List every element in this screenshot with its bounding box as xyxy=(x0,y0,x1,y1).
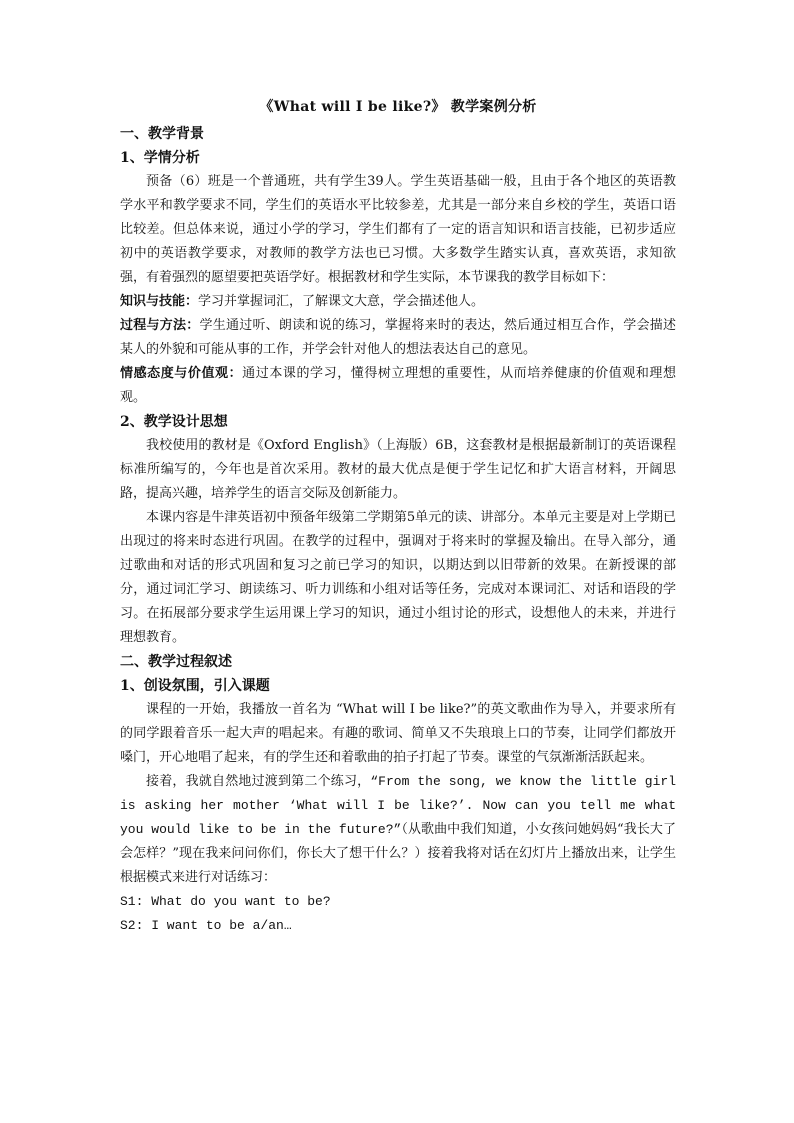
subheading-design-idea: 2、教学设计思想 xyxy=(120,414,228,430)
goal-knowledge-label: 知识与技能： xyxy=(120,294,199,309)
section-heading-process: 二、教学过程叙述 xyxy=(120,654,232,670)
goal-emotion-text: 通过本课的学习，懂得树立理想的重要性，从而培养健康的价值观和理想观。 xyxy=(120,366,676,405)
goal-knowledge xyxy=(120,290,676,314)
dialog-line-2: S2: I want to be a/an… xyxy=(120,918,292,933)
section-heading-background: 一、教学背景 xyxy=(120,126,204,142)
goal-knowledge-text: 学习并掌握词汇，了解课文大意，学会描述他人。 xyxy=(198,294,485,309)
dialog-line-1: S1: What do you want to be? xyxy=(120,894,331,909)
atmosphere-english-quote: 接着，我就自然地过渡到第二个练习，“From the song, we know the little girl is asking her mother ‘What will I be like?’. Now can you tell me what you would like to be in the future?” xyxy=(120,774,676,837)
goal-emotion-label: 情感态度与价值观： xyxy=(120,366,243,381)
design-paragraph-1: 我校使用的教材是《Oxford English》（上海版）6B，这套教材是根据最新制订的英语课程标准所编写的，今年也是首次采用。教材的最大优点是便于学生记忆和扩大语言材料，开阔思路，提高兴趣，培养学生的语言交际及创新能力。 xyxy=(120,438,676,501)
student-analysis-paragraph: 预备（6）班是一个普通班，共有学生39人。学生英语基础一般，且由于各个地区的英语教学水平和教学要求不同，学生们的英语水平比较参差，尤其是一部分来自乡校的学生，英语口语比较差。但总体来说，通过小学的学习，学生们都有了一定的语言知识和语言技能，已初步适应初中的英语教学要求，对教师的教学方法也已习惯。大多数学生踏实认真，喜欢英语，求知欲强，有着强烈的愿望要把英语学好。根据教材和学生实际，本节课我的教学目标如下： xyxy=(120,174,676,285)
atmosphere-paragraph-1: 课程的一开始，我播放一首名为 “What will I be like?”的英文歌曲作为导入，并要求所有的同学跟着音乐一起大声的唱起来。有趣的歌词、简单又不失琅琅上口的节奏，让同学们都放开嗓门，开心地唱了起来，有的学生还和着歌曲的拍子打起了节奏。课堂的气氛渐渐活跃起来。 xyxy=(120,702,676,765)
atmosphere-paragraph-2 xyxy=(120,770,676,890)
subheading-student-analysis: 1、学情分析 xyxy=(120,150,200,166)
subheading-atmosphere: 1、创设氛围，引入课题 xyxy=(120,678,270,694)
goal-process-text: 学生通过听、朗读和说的练习，掌握将来时的表达，然后通过相互合作，学会描述某人的外貌和可能从事的工作，并学会针对他人的想法表达自己的意见。 xyxy=(120,318,676,357)
design-paragraph-2: 本课内容是牛津英语初中预备年级第二学期第5单元的读、讲部分。本单元主要是对上学期已出现过的将来时态进行巩固。在教学的过程中，强调对于将来时的掌握及输出。在导入部分，通过歌曲和对话的形式巩固和复习之前已学习的知识，以期达到以旧带新的效果。在新授课的部分，通过词汇学习、朗读练习、听力训练和小组对话等任务，完成对本课词汇、对话和语段的学习。在拓展部分要求学生运用课上学习的知识，通过小组讨论的形式，设想他人的未来，并进行理想教育。 xyxy=(120,510,676,645)
goal-process-label: 过程与方法： xyxy=(120,318,200,333)
goal-emotion xyxy=(120,362,676,410)
atmosphere-chinese-translation: （从歌曲中我们知道，小女孩问她妈妈“我长大了会怎样？”现在我来问问你们，你长大了想干什么？）接着我将对话在幻灯片上播放出来，让学生根据模式来进行对话练习： xyxy=(120,822,676,885)
doc-title: 《What will I be like?》 教学案例分析 xyxy=(259,99,537,115)
goal-process xyxy=(120,314,676,362)
